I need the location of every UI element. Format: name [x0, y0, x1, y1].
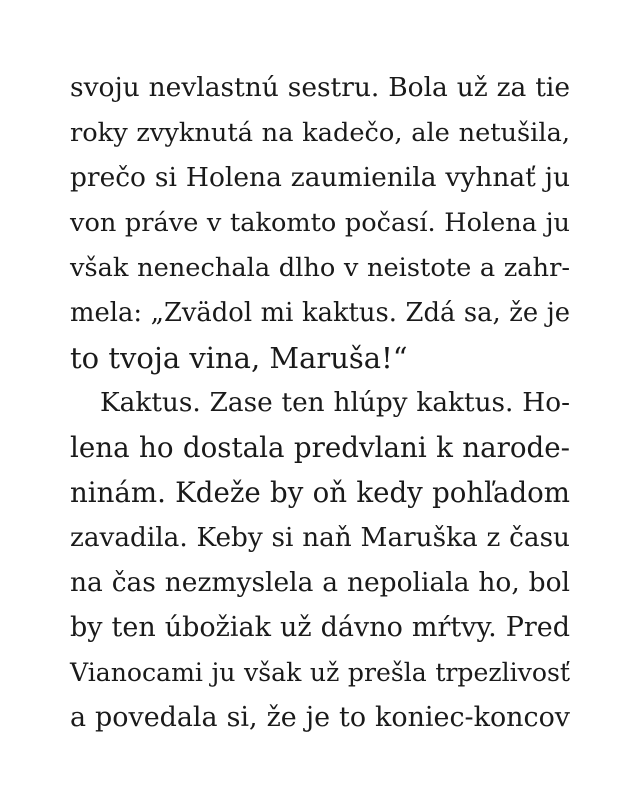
text-line: von práve v takomto počasí. Holena ju [70, 208, 570, 238]
text-line: a povedala si, že je to koniec-koncov [70, 702, 570, 733]
text-line: na čas nezmyslela a nepoliala ho, bol [70, 567, 570, 598]
text-line: zavadila. Keby si naň Maruška z času [70, 523, 570, 553]
text-line: prečo si Holena zaumienila vyhnať ju [70, 162, 570, 193]
text-line: Kaktus. Zase ten hlúpy kaktus. Ho- [100, 388, 570, 418]
text-line: Vianocami ju však už prešla trpezlivosť [70, 658, 570, 687]
text-line: by ten úbožiak už dávno mŕtvy. Pred [70, 612, 570, 643]
text-line: lena ho dostala predvlani k narode- [70, 431, 570, 464]
text-line: mela: „Zvädol mi kaktus. Zdá sa, že je [70, 298, 570, 328]
text-line: roky zvyknutá na kadečo, ale netušila, [70, 118, 570, 148]
text-line: to tvoja vina, Maruša!“ [70, 341, 408, 375]
text-line: však nenechala dlho v neistote a zahr- [70, 253, 570, 283]
text-line: ninám. Kdeže by oň kedy pohľadom [70, 476, 570, 509]
text-line: svoju nevlastnú sestru. Bola už za tie [70, 72, 570, 103]
